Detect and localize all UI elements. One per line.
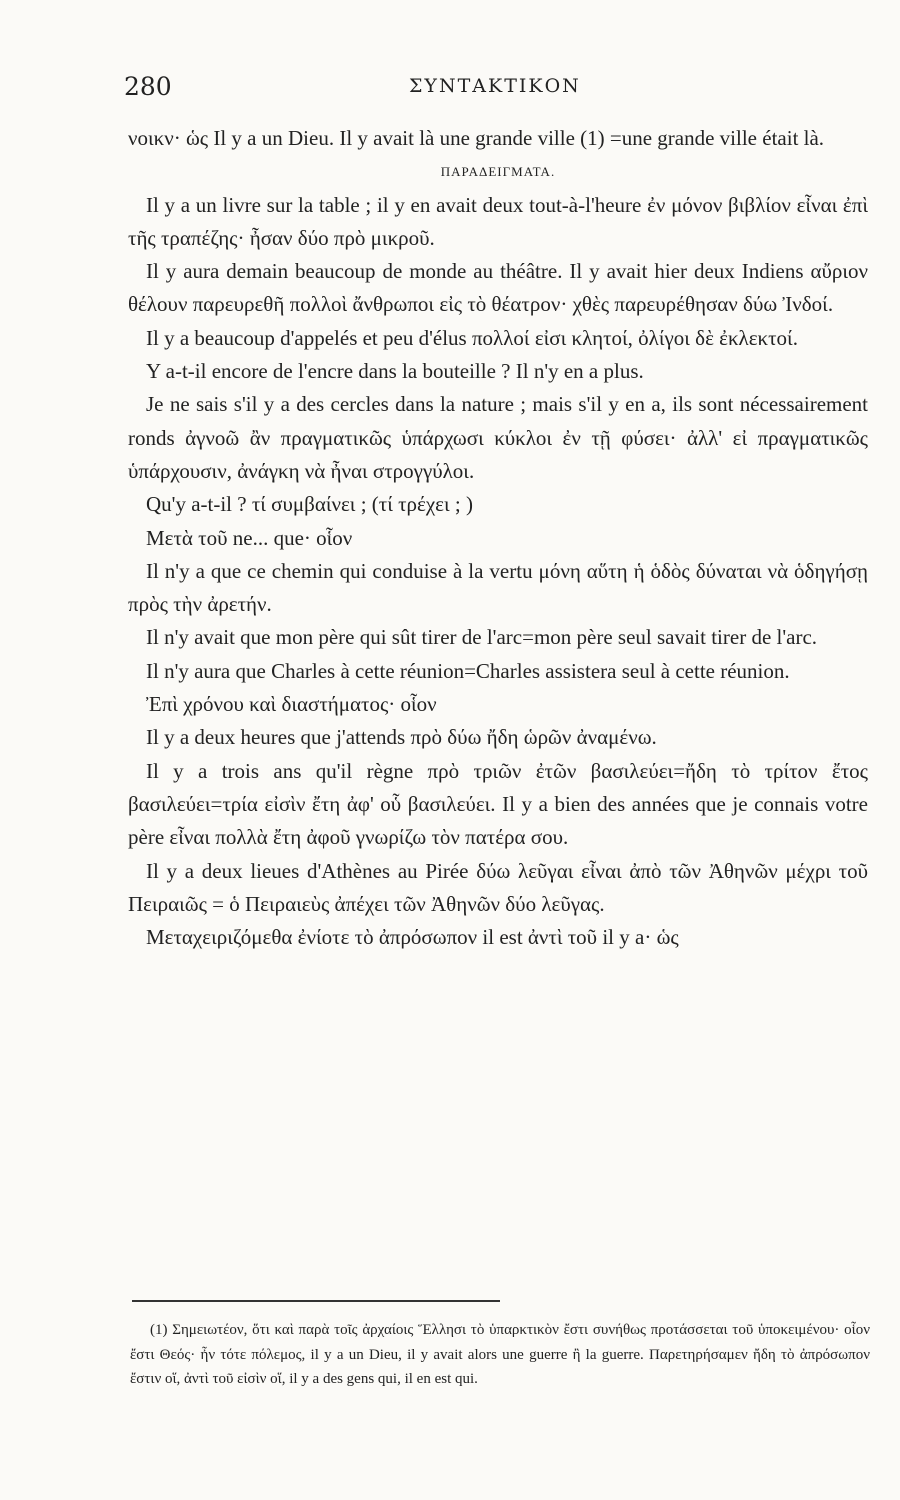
example-paragraph: Qu'y a-t-il ? τί συμβαίνει ; (τί τρέχει ; ) xyxy=(146,492,473,517)
example-paragraph: Il y a deux lieues d'Athènes au Pirée δύω λεῦγαι εἶναι ἀπὸ τῶν Ἀθηνῶν μέχρι τοῦ Πειραιῶς = ὁ Πειραιεὺς ἀπέχει τῶν Ἀθηνῶν δύο λεῦγας. xyxy=(128,858,868,916)
example-paragraph: Il y a deux heures que j'attends πρὸ δύω ἤδη ὡρῶν ἀναμένω. xyxy=(146,725,657,750)
example-paragraph: Il n'y aura que Charles à cette réunion=Charles assistera seul à cette réunion. xyxy=(146,658,790,683)
footnote xyxy=(130,1318,870,1392)
example-paragraph: Y a-t-il encore de l'encre dans la bouteille ? Il n'y en a plus. xyxy=(146,359,644,384)
page-header xyxy=(124,72,874,112)
example-paragraph: Μεταχειριζόμεθα ἐνίοτε τὸ ἀπρόσωπον il est ἀντὶ τοῦ il y a· ὡς xyxy=(146,925,679,950)
example-paragraph: Il y a un livre sur la table ; il y en avait deux tout-à-l'heure ἐν μόνον βιβλίον εἶναι ἐπὶ τῆς τραπέζης· ἦσαν δύο πρὸ μικροῦ. xyxy=(128,192,868,250)
example-paragraph: Il y a trois ans qu'il règne πρὸ τριῶν ἐτῶν βασιλεύει=ἤδη τὸ τρίτον ἔτος βασιλεύει=τρία εἰσὶν ἔτη ἀφ' οὗ βασιλεύει. Il y a bien des années que je connais votre père εἶναι πολλὰ ἔτη ἀφοῦ γνωρίζω τὸν πατέρα σου. xyxy=(128,758,868,850)
running-title: ΣΥΝΤΑΚΤΙΚΟΝ xyxy=(409,75,581,97)
example-paragraph: Il y a beaucoup d'appelés et peu d'élus πολλοί εἰσι κλητοί, ὀλίγοι δὲ ἐκλεκτοί. xyxy=(146,325,798,350)
example-paragraph: Il n'y a que ce chemin qui conduise à la vertu μόνη αὕτη ἡ ὁδὸς δύναται νὰ ὁδηγήσῃ πρὸς τὴν ἀρετήν. xyxy=(128,558,868,617)
section-heading: ΠΑΡΑΔΕΙΓΜΑΤΑ. xyxy=(440,164,556,180)
example-paragraph: Je ne sais s'il y a des cercles dans la nature ; mais s'il y en a, ils sont nécessairement ronds ἀγνοῶ ἂν πραγματικῶς ὑπάρχωσι κύκλοι ἐν τῇ φύσει· ἀλλ' εἰ πραγματικῶς ὑπάρχουσιν, ἀνάγκη νὰ ἦναι στρογγύλοι. xyxy=(128,392,868,483)
example-paragraph: Ἐπὶ χρόνου καὶ διαστήματος· οἷον xyxy=(146,692,437,717)
footnote-text: (1) Σημειωτέον, ὅτι καὶ παρὰ τοῖς ἀρχαίοις Ἕλλησι τὸ ὑπαρκτικὸν ἔστι συνήθως προτάσσεται τοῦ ὑποκειμένου· οἷον ἔστι Θεός· ἦν τότε πόλεμος, il y a un Dieu, il y avait alors une guerre ἢ la guerre. Παρετηρήσαμεν ἤδη τὸ ἀπρόσωπον ἔστιν οἵ, ἀντὶ τοῦ εἰσὶν οἵ, il y a des gens qui, il en est qui. xyxy=(130,1322,870,1387)
main-text xyxy=(128,122,868,954)
example-paragraph: Il y aura demain beaucoup de monde au théâtre. Il y avait hier deux Indiens αὔριον θέλουν παρευρεθῆ πολλοὶ ἄνθρωποι εἰς τὸ θέατρον· χθὲς παρευρέθησαν δύω Ἰνδοί. xyxy=(128,259,868,317)
footnote-rule xyxy=(132,1300,500,1302)
example-paragraph: Il n'y avait que mon père qui sût tirer de l'arc=mon père seul savait tirer de l'arc. xyxy=(146,625,818,650)
page-number: 280 xyxy=(124,72,172,101)
intro-paragraph: νοικν· ὡς Il y a un Dieu. Il y avait là une grande ville (1) =une grande ville était là. xyxy=(128,126,825,150)
example-paragraph: Μετὰ τοῦ ne... que· οἷον xyxy=(146,525,353,550)
